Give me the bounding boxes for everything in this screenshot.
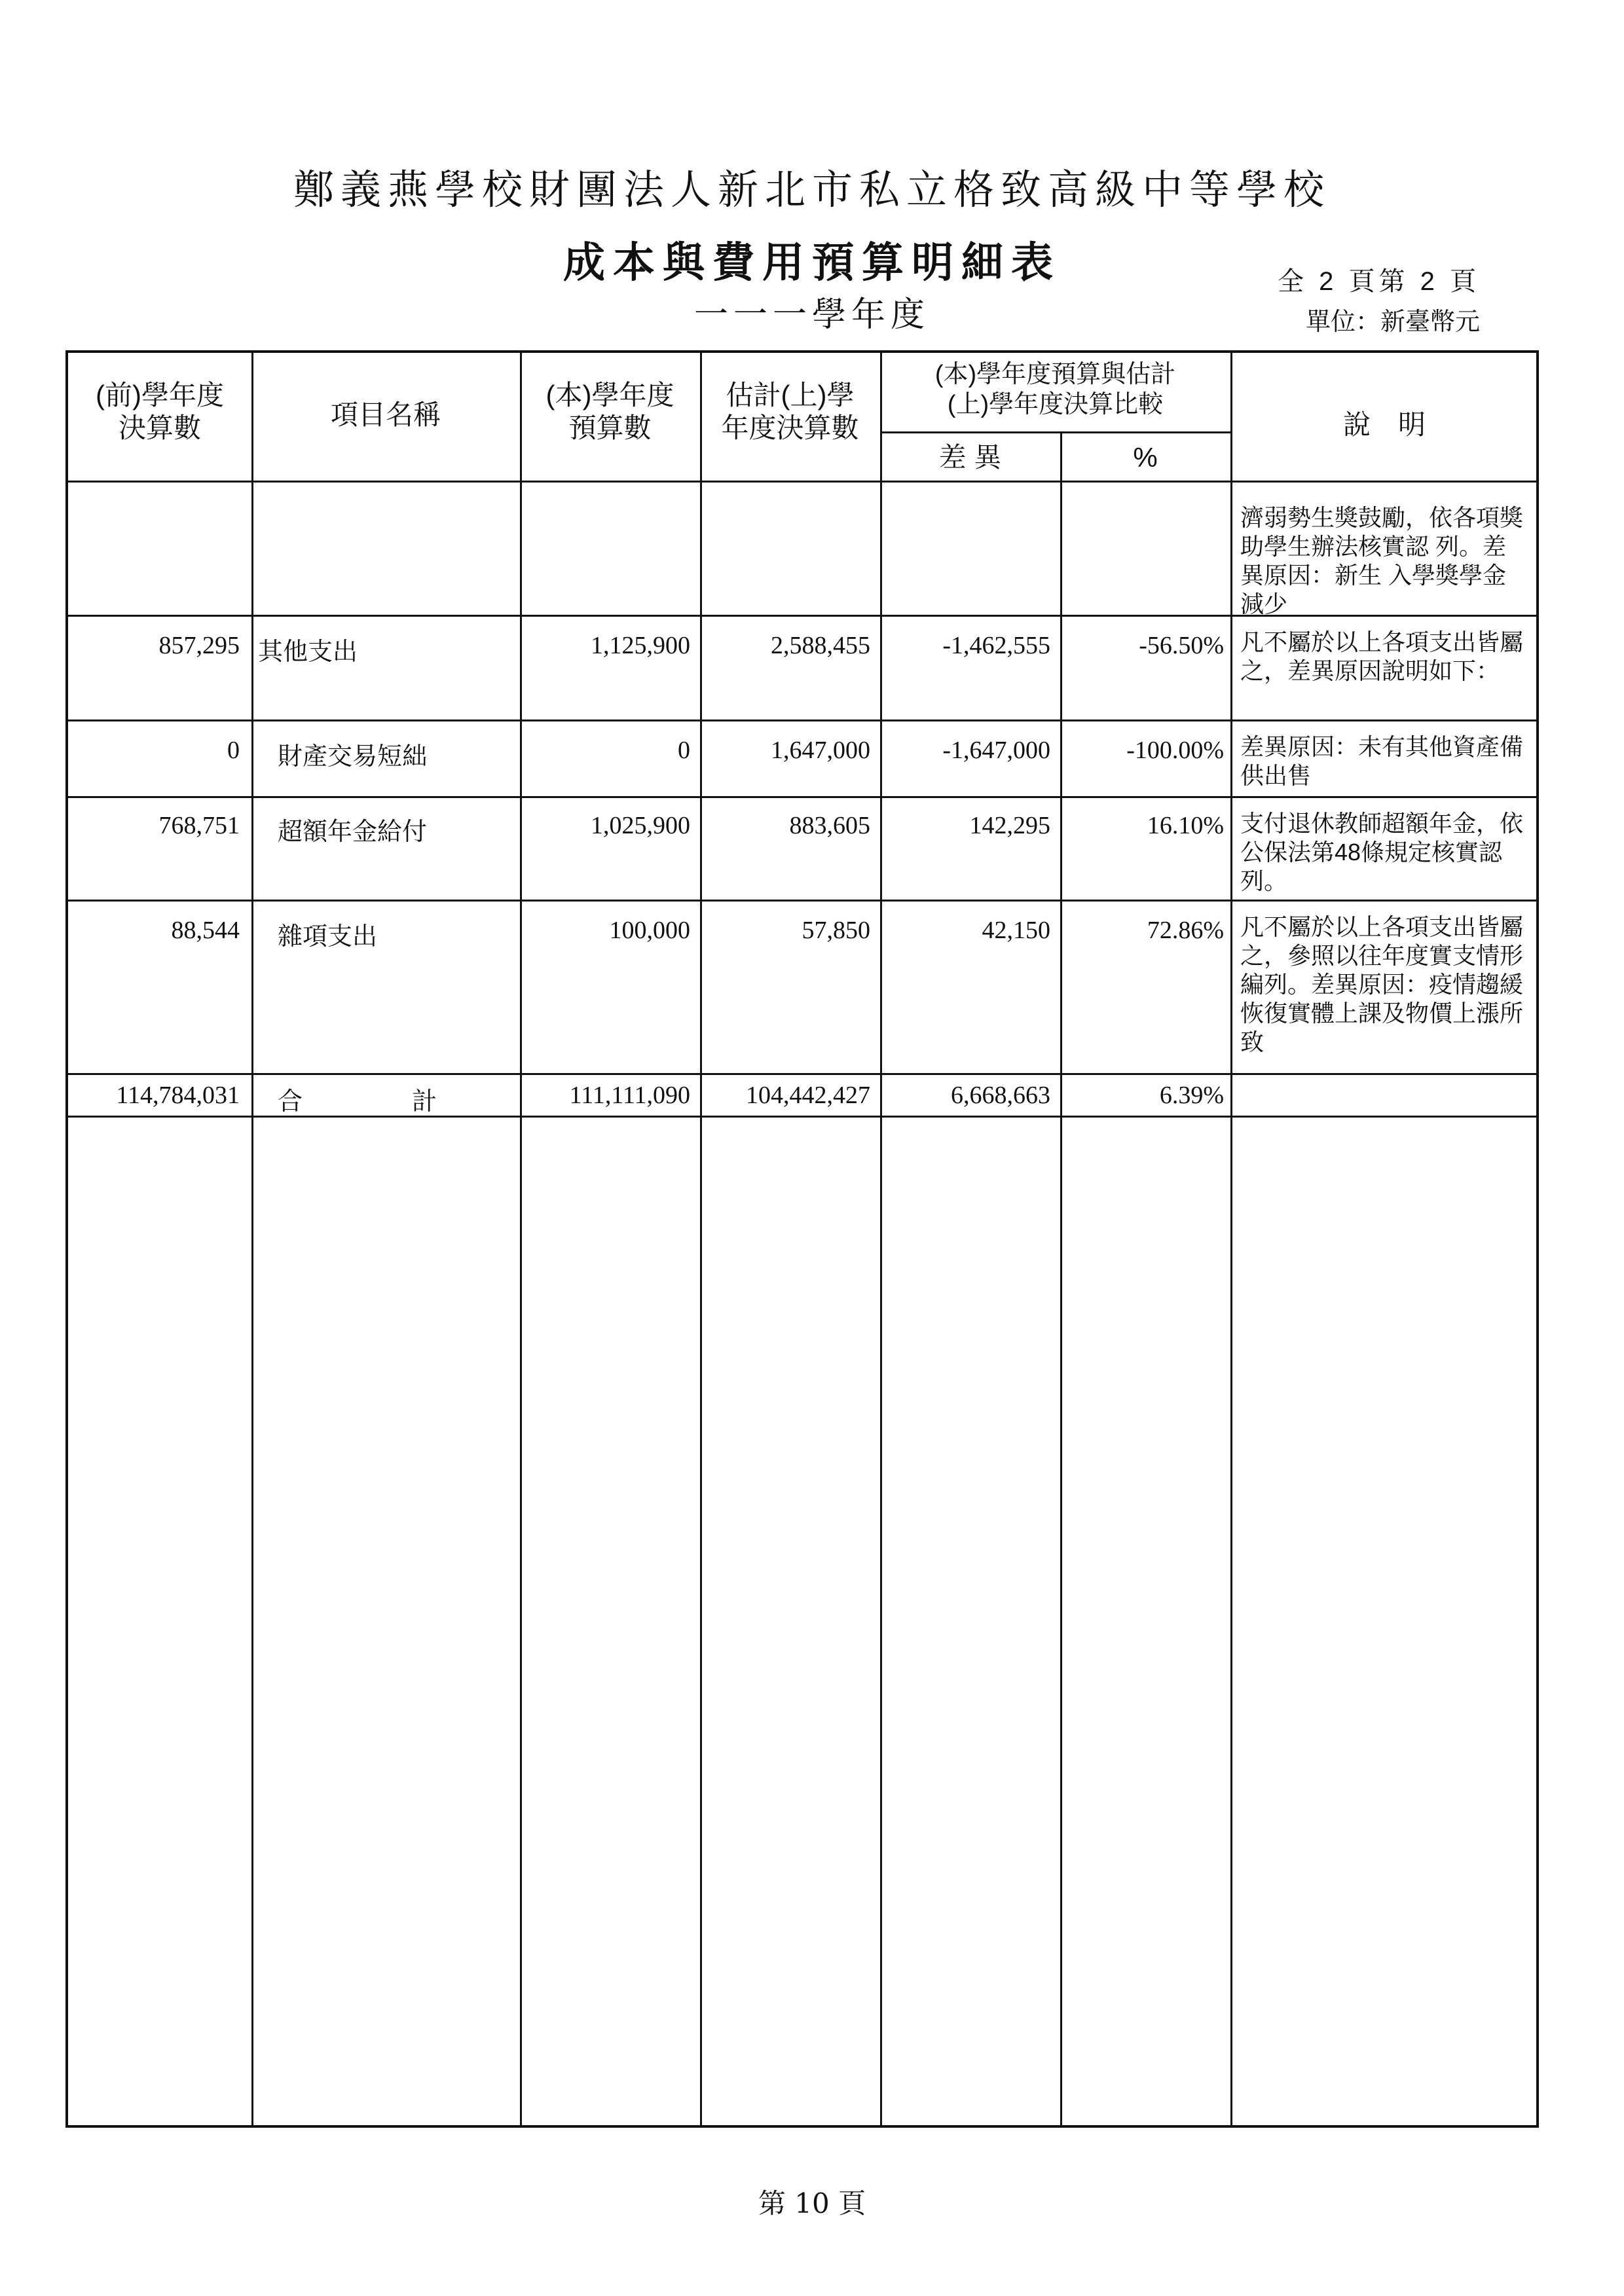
row-divider (68, 720, 1536, 721)
col-divider (1230, 353, 1232, 2125)
row-divider (68, 796, 1536, 798)
header-item-name: 項目名稱 (330, 399, 441, 430)
header-current-budget: (本)學年度 預算數 (545, 380, 674, 443)
header-divider (68, 481, 1536, 483)
cell-pct: -100.00% (1126, 737, 1224, 764)
cell-item-name: 其他支出 (258, 638, 358, 666)
cell-diff: 142,295 (969, 812, 1050, 839)
total-current-budget: 111,111,090 (569, 1082, 690, 1109)
cell-est-prev-actual: 1,647,000 (771, 737, 870, 764)
total-prev-actual: 114,784,031 (116, 1082, 240, 1109)
row-note: 支付退休教師超額年金，依公保法第48條規定核實認列。 (1240, 810, 1524, 894)
cell-prev-actual: 0 (227, 737, 240, 764)
cell-item-name: 財產交易短絀 (278, 743, 428, 771)
budget-table (65, 350, 1539, 2128)
report-title: 成本與費用預算明細表 (563, 239, 1061, 287)
cell-item-name: 超額年金給付 (278, 818, 428, 846)
school-title: 鄭義燕學校財團法人新北市私立格致高級中等學校 (293, 166, 1331, 213)
col-divider (1060, 431, 1062, 2125)
row-note: 凡不屬於以上各項支出皆屬之，差異原因說明如下： (1240, 629, 1524, 684)
row-divider (68, 1073, 1536, 1075)
header-est-prev-actual: 估計(上)學 年度決算數 (721, 380, 859, 443)
page-count: 全 2 頁第 2 頁 (1278, 267, 1480, 296)
header-prev-actual: (前)學年度 決算數 (96, 380, 224, 443)
cell-diff: -1,647,000 (942, 737, 1050, 764)
cell-est-prev-actual: 57,850 (802, 917, 870, 944)
cell-current-budget: 0 (678, 737, 690, 764)
header-pct: % (1133, 442, 1158, 473)
cell-pct: 16.10% (1147, 812, 1224, 839)
row-note: 差異原因：未有其他資產備供出售 (1240, 733, 1524, 789)
subheader-divider (880, 431, 1230, 433)
cell-diff: 42,150 (982, 917, 1050, 944)
fiscal-year: 一一一學年度 (693, 295, 930, 335)
total-label-right: 計 (412, 1088, 437, 1116)
col-divider (520, 353, 522, 2125)
col-divider (880, 353, 882, 2125)
currency-unit: 單位：新臺幣元 (1305, 308, 1480, 336)
cell-prev-actual: 88,544 (171, 917, 240, 944)
cell-pct: -56.50% (1139, 632, 1224, 659)
cell-current-budget: 1,025,900 (591, 812, 690, 839)
cell-pct: 72.86% (1147, 917, 1224, 944)
header-diff: 差 異 (938, 442, 1002, 473)
header-comparison: (本)學年度預算與估計 (上)學年度決算比較 (934, 361, 1176, 418)
total-pct: 6.39% (1159, 1082, 1224, 1109)
cell-prev-actual: 768,751 (158, 812, 240, 839)
row-divider (68, 900, 1536, 902)
cell-item-name: 雜項支出 (278, 923, 378, 951)
total-est-prev-actual: 104,442,427 (746, 1082, 870, 1109)
cell-diff: -1,462,555 (942, 632, 1050, 659)
page-number: 第 10 頁 (758, 2187, 866, 2219)
cell-current-budget: 100,000 (609, 917, 690, 944)
cell-est-prev-actual: 2,588,455 (771, 632, 870, 659)
cell-prev-actual: 857,295 (158, 632, 240, 659)
row-note: 凡不屬於以上各項支出皆屬之，參照以往年度實支情形編列。差異原因：疫情趨緩恢復實體上課及物價上漲所致 (1240, 913, 1524, 1055)
total-label-left: 合 (278, 1088, 303, 1116)
cell-current-budget: 1,125,900 (591, 632, 690, 659)
col-divider (700, 353, 702, 2125)
total-diff: 6,668,663 (951, 1082, 1050, 1109)
row-note: 濟弱勢生獎鼓勵，依各項獎助學生辦法核實認 列。差異原因：新生 入學獎學金減少 (1240, 504, 1524, 617)
cell-est-prev-actual: 883,605 (789, 812, 870, 839)
header-note: 說 明 (1342, 409, 1426, 440)
col-divider (251, 353, 253, 2125)
